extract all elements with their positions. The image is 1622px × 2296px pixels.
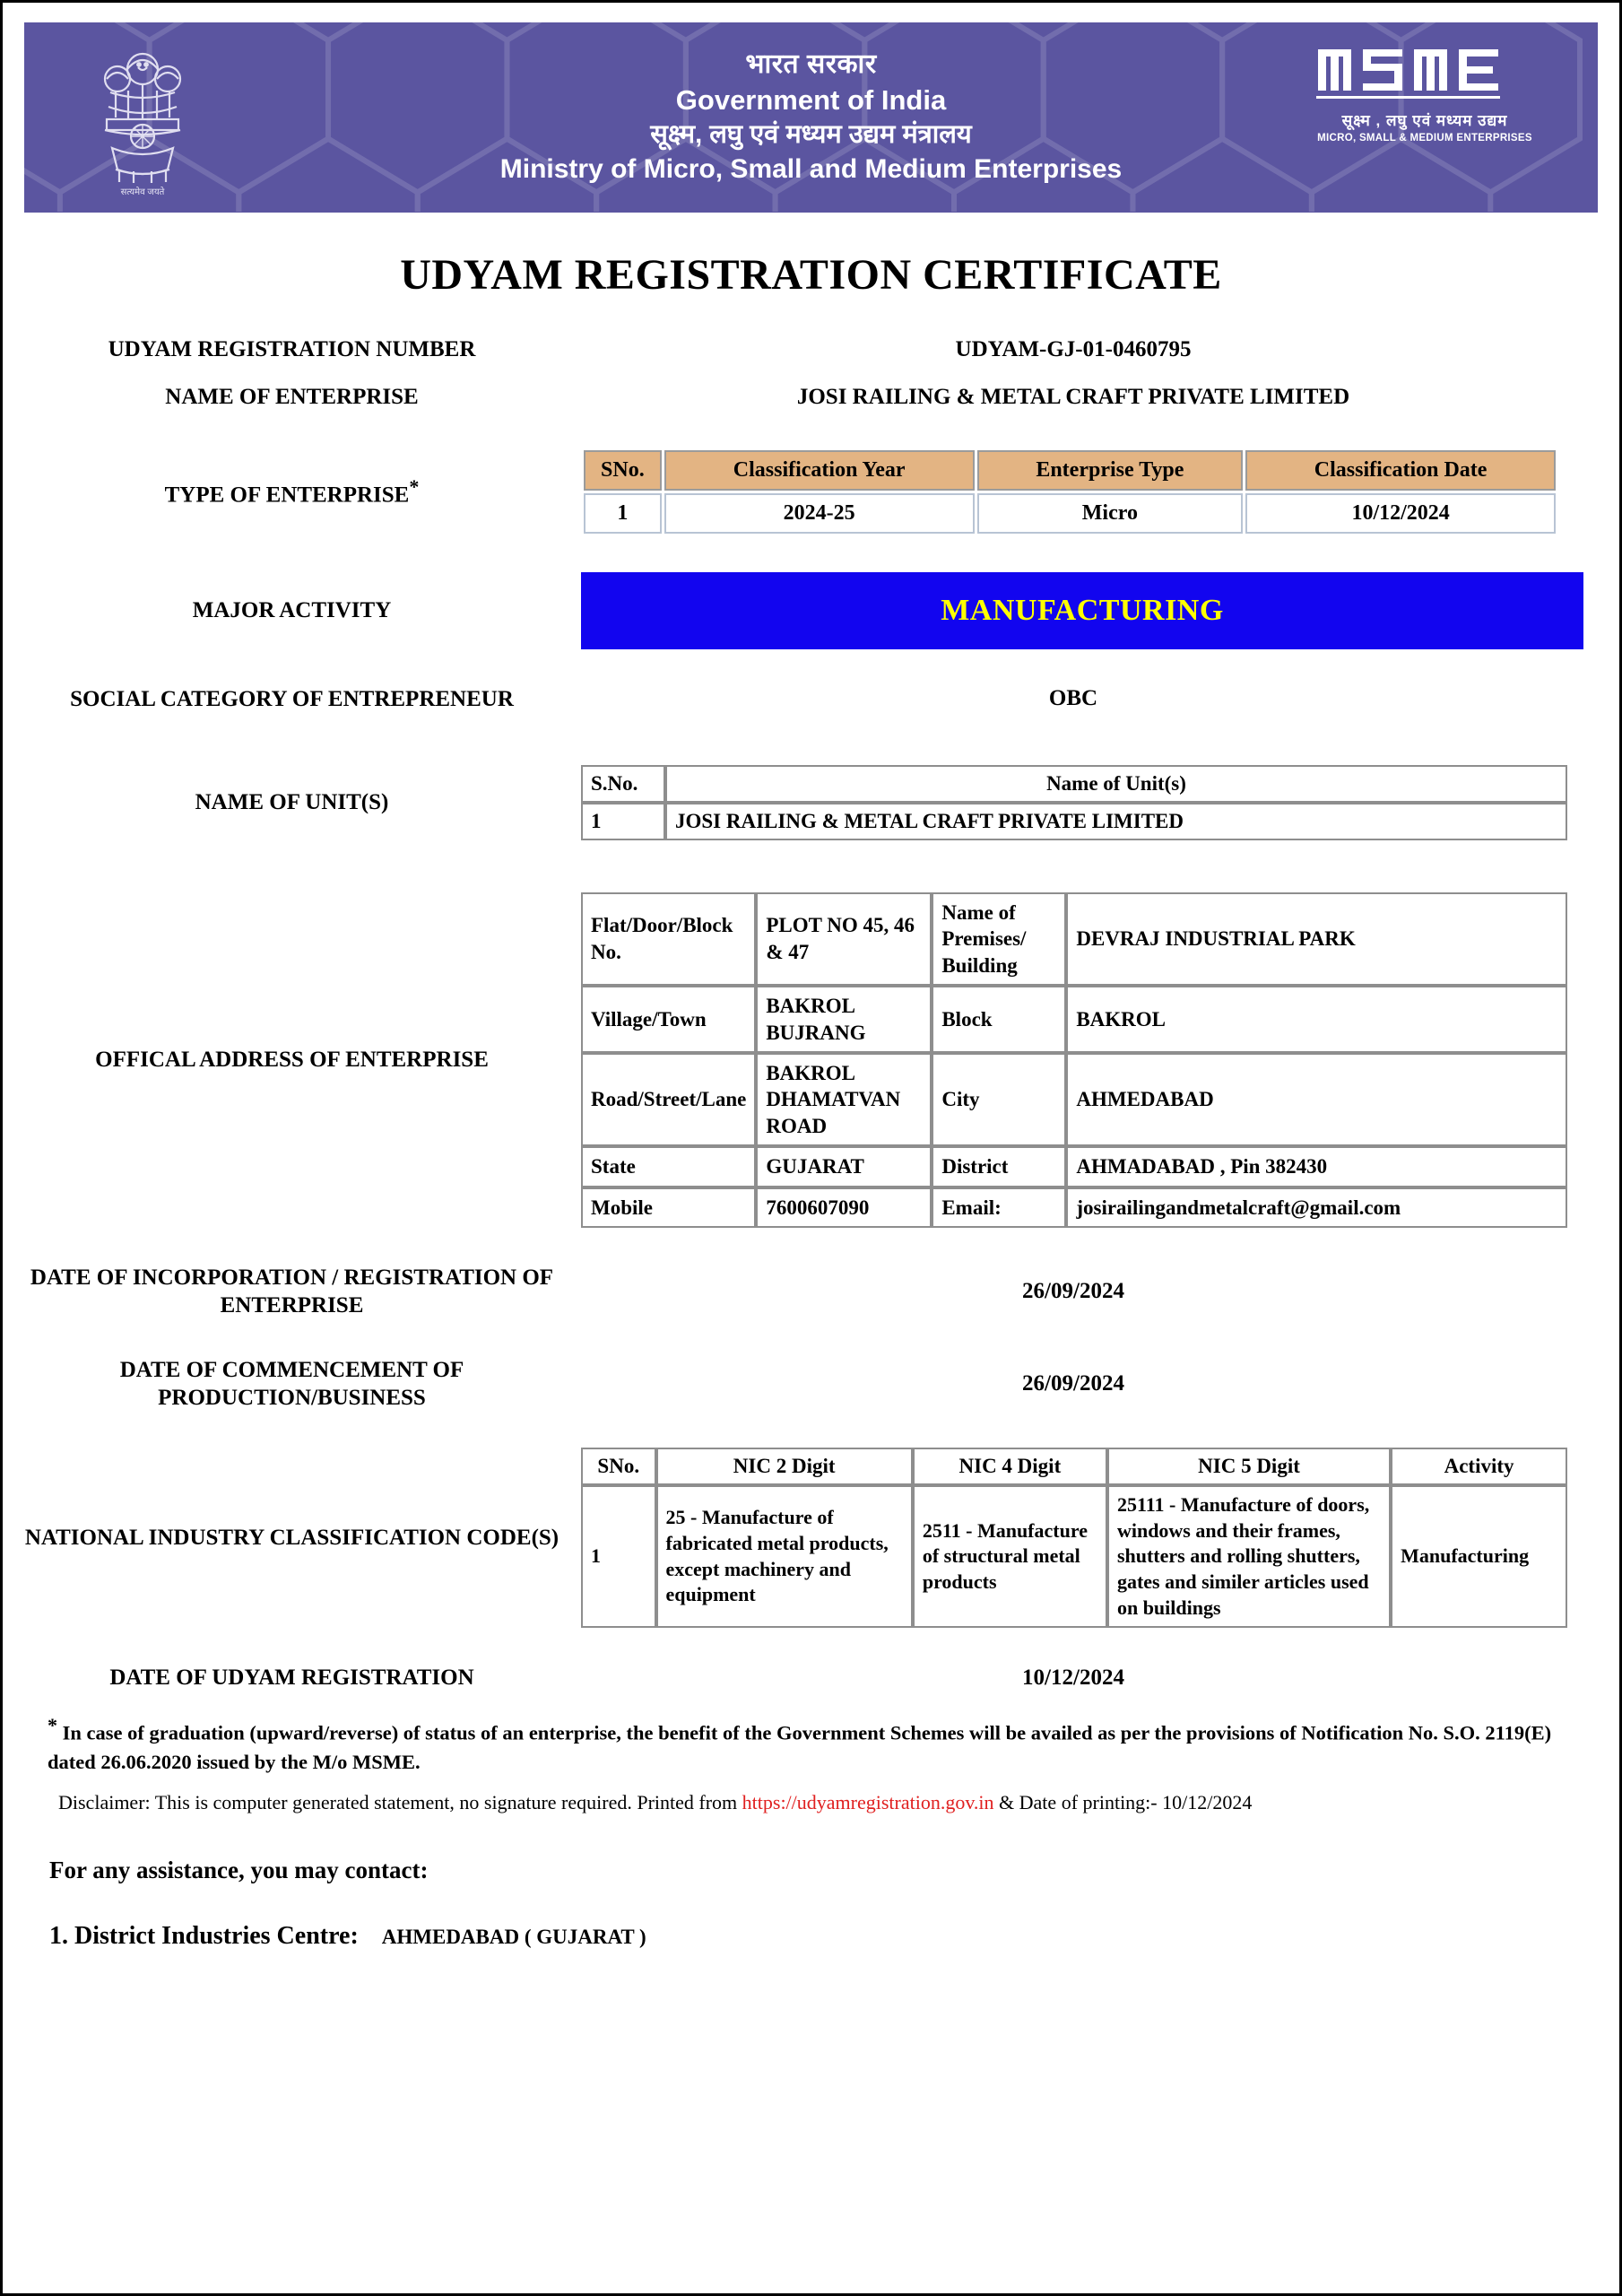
address-value-block: BAKROL bbox=[1066, 986, 1567, 1053]
nic-cell-5digit: 25111 - Manufacture of doors, windows and their frames, shutters and rolling shutters, gates and similer articles used on buildings bbox=[1107, 1485, 1391, 1628]
classification-header-date: Classification Date bbox=[1245, 450, 1556, 491]
english-ministry-name: Ministry of Micro, Small and Medium Enterprises bbox=[499, 153, 1123, 184]
nic-header-5digit: NIC 5 Digit bbox=[1107, 1448, 1391, 1485]
unit-cell-sno: 1 bbox=[581, 803, 665, 840]
nic-table bbox=[581, 1448, 1567, 1628]
address-key-mobile: Mobile bbox=[581, 1187, 756, 1228]
svg-text:सत्यमेव जयते: सत्यमेव जयते bbox=[120, 187, 165, 197]
classification-table-header-row bbox=[584, 450, 1556, 491]
nic-table-header-row bbox=[581, 1448, 1567, 1485]
address-value-city: AHMEDABAD bbox=[1066, 1053, 1567, 1146]
address-table bbox=[581, 892, 1567, 1228]
classification-cell-sno: 1 bbox=[584, 493, 662, 534]
address-value-state: GUJARAT bbox=[756, 1146, 932, 1187]
official-address-row bbox=[3, 892, 1619, 1228]
address-value-flat-door-block: PLOT NO 45, 46 & 47 bbox=[756, 892, 932, 986]
unit-header-sno: S.No. bbox=[581, 765, 665, 803]
major-activity-banner-wrapper bbox=[581, 572, 1622, 649]
date-of-incorporation-row bbox=[3, 1264, 1619, 1320]
social-category-row bbox=[3, 685, 1619, 713]
unit-table bbox=[581, 765, 1567, 840]
name-of-enterprise-row bbox=[3, 383, 1619, 411]
hindi-government-of-india: भारत सरकार bbox=[745, 49, 877, 80]
nic-cell-2digit: 25 - Manufacture of fabricated metal products, except machinery and equipment bbox=[656, 1485, 913, 1628]
date-of-udyam-registration-value: 10/12/2024 bbox=[1022, 1665, 1124, 1690]
msme-wordmark-icon bbox=[1313, 44, 1537, 103]
nic-codes-row bbox=[3, 1448, 1619, 1628]
table-row bbox=[581, 1485, 1567, 1628]
classification-table-wrapper bbox=[581, 448, 1619, 536]
name-of-enterprise-label: NAME OF ENTERPRISE bbox=[165, 385, 419, 410]
classification-cell-type: Micro bbox=[977, 493, 1244, 534]
address-value-district: AHMADABAD , Pin 382430 bbox=[1066, 1146, 1567, 1187]
name-of-units-label: NAME OF UNIT(S) bbox=[195, 790, 389, 815]
msme-hindi-subtitle: सूक्ष्म , लघु एवं मध्यम उद्यम bbox=[1341, 112, 1508, 129]
unit-table-wrapper bbox=[581, 765, 1619, 840]
table-row bbox=[581, 1146, 1567, 1187]
address-key-flat-door-block: Flat/Door/Block No. bbox=[581, 892, 756, 986]
table-row bbox=[581, 1053, 1567, 1146]
table-row bbox=[584, 493, 1556, 534]
unit-table-header-row bbox=[581, 765, 1567, 803]
classification-header-sno: SNo. bbox=[584, 450, 662, 491]
table-row bbox=[581, 1187, 1567, 1228]
date-of-incorporation-value: 26/09/2024 bbox=[1022, 1279, 1124, 1304]
disclaimer-prefix-text: Disclaimer: This is computer generated statement, no signature required. Printed from bbox=[58, 1790, 742, 1813]
footnote-star: * bbox=[48, 1714, 57, 1737]
msme-logo bbox=[1313, 44, 1537, 144]
nic-header-4digit: NIC 4 Digit bbox=[913, 1448, 1107, 1485]
major-activity-banner: MANUFACTURING bbox=[581, 572, 1583, 649]
english-government-of-india: Government of India bbox=[675, 83, 947, 116]
disclaimer-suffix-text: & Date of printing:- 10/12/2024 bbox=[993, 1790, 1253, 1813]
date-of-commencement-row bbox=[3, 1356, 1619, 1413]
major-activity-row bbox=[3, 572, 1619, 649]
unit-cell-name: JOSI RAILING & METAL CRAFT PRIVATE LIMITED bbox=[665, 803, 1567, 840]
type-of-enterprise-label bbox=[3, 474, 581, 509]
date-of-commencement-value: 26/09/2024 bbox=[1022, 1370, 1124, 1396]
official-address-label: OFFICAL ADDRESS OF ENTERPRISE bbox=[95, 1048, 489, 1073]
nic-cell-sno: 1 bbox=[581, 1485, 656, 1628]
classification-header-year: Classification Year bbox=[664, 450, 975, 491]
classification-cell-date: 10/12/2024 bbox=[1245, 493, 1556, 534]
address-key-village-town: Village/Town bbox=[581, 986, 756, 1053]
district-industries-centre-label: 1. District Industries Centre: bbox=[49, 1921, 359, 1950]
address-value-road-street-lane: BAKROL DHAMATVAN ROAD bbox=[756, 1053, 932, 1146]
disclaimer-line bbox=[58, 1789, 1574, 1817]
address-value-mobile: 7600607090 bbox=[756, 1187, 932, 1228]
udyam-registration-number-value: UDYAM-GJ-01-0460795 bbox=[955, 336, 1192, 361]
address-key-email: Email: bbox=[932, 1187, 1066, 1228]
date-of-incorporation-label: DATE OF INCORPORATION / REGISTRATION OF ENTERPRISE bbox=[30, 1265, 554, 1318]
type-of-enterprise-row bbox=[3, 448, 1619, 536]
address-key-road-street-lane: Road/Street/Lane bbox=[581, 1053, 756, 1146]
address-key-city: City bbox=[932, 1053, 1066, 1146]
hindi-ministry-name: सूक्ष्म, लघु एवं मध्यम उद्यम मंत्रालय bbox=[650, 119, 972, 149]
unit-header-name: Name of Unit(s) bbox=[665, 765, 1567, 803]
major-activity-label: MAJOR ACTIVITY bbox=[192, 597, 392, 622]
address-value-village-town: BAKROL BUJRANG bbox=[756, 986, 932, 1053]
social-category-value: OBC bbox=[1048, 686, 1098, 711]
address-key-premises: Name of Premises/ Building bbox=[932, 892, 1066, 986]
type-of-enterprise-label-text: TYPE OF ENTERPRISE bbox=[164, 483, 410, 508]
footnote-graduation-status bbox=[48, 1711, 1574, 1776]
classification-table bbox=[581, 448, 1558, 536]
date-of-udyam-registration-row bbox=[3, 1664, 1619, 1692]
classification-header-type: Enterprise Type bbox=[977, 450, 1244, 491]
nic-codes-label: NATIONAL INDUSTRY CLASSIFICATION CODE(S) bbox=[24, 1525, 559, 1550]
assistance-heading: For any assistance, you may contact: bbox=[49, 1856, 429, 1883]
name-of-units-row bbox=[3, 765, 1619, 840]
nic-header-2digit: NIC 2 Digit bbox=[656, 1448, 913, 1485]
udyam-registration-number-row bbox=[3, 335, 1619, 363]
table-row bbox=[581, 892, 1567, 986]
name-of-enterprise-value: JOSI RAILING & METAL CRAFT PRIVATE LIMITED bbox=[796, 384, 1350, 409]
address-key-district: District bbox=[932, 1146, 1066, 1187]
address-value-premises: DEVRAJ INDUSTRIAL PARK bbox=[1066, 892, 1567, 986]
address-table-wrapper bbox=[581, 892, 1619, 1228]
udyam-registration-number-label: UDYAM REGISTRATION NUMBER bbox=[108, 337, 476, 361]
page-title: UDYAM REGISTRATION CERTIFICATE bbox=[400, 251, 1222, 299]
nic-header-activity: Activity bbox=[1391, 1448, 1567, 1485]
address-value-email: josirailingandmetalcraft@gmail.com bbox=[1066, 1187, 1567, 1228]
msme-english-subtitle: MICRO, SMALL & MEDIUM ENTERPRISES bbox=[1317, 133, 1532, 144]
footnote-text: In case of graduation (upward/reverse) of status of an enterprise, the benefit of the Government Schemes will be availed as per the provisions of Notification No. S.O. 2119(E) dated 26.06.2020 issued by the M/o MSME. bbox=[48, 1721, 1552, 1773]
district-industries-centre-value: AHMEDABAD ( GUJARAT ) bbox=[381, 1925, 646, 1948]
nic-cell-4digit: 2511 - Manufacture of structural metal products bbox=[913, 1485, 1107, 1628]
address-key-state: State bbox=[581, 1146, 756, 1187]
district-industries-centre-row bbox=[49, 1922, 1619, 1951]
classification-cell-year: 2024-25 bbox=[664, 493, 975, 534]
table-row bbox=[581, 986, 1567, 1053]
date-of-udyam-registration-label: DATE OF UDYAM REGISTRATION bbox=[109, 1665, 474, 1691]
government-header-banner bbox=[24, 22, 1598, 213]
udyam-registration-url-link[interactable]: https://udyamregistration.gov.in bbox=[742, 1790, 994, 1813]
nic-table-wrapper bbox=[581, 1448, 1619, 1628]
social-category-label: SOCIAL CATEGORY OF ENTREPRENEUR bbox=[70, 686, 514, 711]
table-row bbox=[581, 803, 1567, 840]
address-key-block: Block bbox=[932, 986, 1066, 1053]
nic-cell-activity: Manufacturing bbox=[1391, 1485, 1567, 1628]
date-of-commencement-label: DATE OF COMMENCEMENT OF PRODUCTION/BUSINESS bbox=[119, 1357, 464, 1410]
nic-header-sno: SNo. bbox=[581, 1448, 656, 1485]
footnote-star-marker: * bbox=[409, 474, 420, 498]
